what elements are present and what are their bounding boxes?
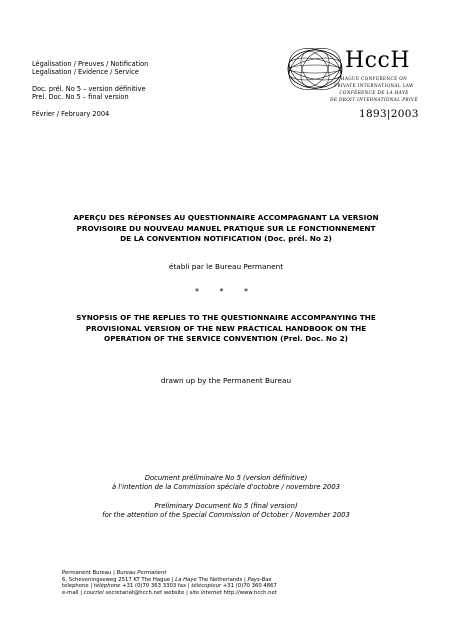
document-date: Février / February 2004 (32, 109, 110, 118)
footer-address: 6, Scheveningseweg 2517 KT The Hague | La Haye The Netherlands | Pays-Bas (62, 576, 272, 583)
english-byline: drawn up by the Permanent Bureau (160, 376, 292, 385)
contact-footer (62, 570, 402, 597)
subject-fr: Légalisation / Preuves / Notification (32, 60, 149, 68)
english-title-line: PROVISIONAL VERSION OF THE NEW PRACTICAL HANDBOOK ON THE (85, 323, 367, 333)
french-document-note (40, 474, 412, 492)
english-note-line: Preliminary Document No 5 (final version) (154, 502, 298, 510)
footer-organisation: Permanent Bureau | Bureau Permanent (62, 570, 167, 576)
french-title-line: APERÇU DES RÉPONSES AU QUESTIONNAIRE ACCOMPAGNANT LA VERSION (73, 213, 379, 222)
french-byline: établi par le Bureau Permanent (168, 262, 284, 271)
footer-phone-fax: telephone | téléphone +31 (0)70 363 3303 fax | télécopieur +31 (0)70 360 4867 (62, 583, 277, 590)
logo-years: 1893|2003 (359, 108, 419, 120)
logo-subtitle-4: DE DROIT INTERNATIONAL PRIVÉ (330, 97, 418, 102)
english-title (40, 313, 412, 345)
french-note-line: à l'intention de la Commission spéciale d'octobre / novembre 2003 (111, 483, 341, 491)
french-title-line: DE LA CONVENTION NOTIFICATION (Doc. prél. No 2) (120, 234, 332, 243)
logo-wordmark: HccH (345, 48, 411, 73)
document-reference-block (32, 60, 252, 118)
english-note-line: for the attention of the Special Commission of October / November 2003 (102, 511, 350, 519)
doc-number-en: Prel. Doc. No 5 – final version (32, 93, 129, 102)
french-title-line: PROVISOIRE DU NOUVEAU MANUEL PRATIQUE SUR LE FONCTIONNEMENT (76, 223, 376, 233)
french-title (40, 213, 412, 245)
subject-en: Legalisation / Evidence / Service (32, 68, 139, 77)
footer-email-website: e-mail | courriel secretariat@hcch.net website | site internet http://www.hcch.net (62, 590, 277, 597)
english-document-note (40, 502, 412, 520)
french-note-line: Document préliminaire No 5 (version définitive) (144, 474, 308, 482)
logo-subtitle-3: CONFÉRENCE DE LA HAYE (339, 90, 409, 95)
english-title-line: OPERATION OF THE SERVICE CONVENTION (Prel. Doc. No 2) (104, 334, 348, 343)
english-title-line: SYNOPSIS OF THE REPLIES TO THE QUESTIONNAIRE ACCOMPANYING THE (76, 313, 376, 322)
hcch-logo (285, 46, 430, 122)
section-separator: * * * (194, 287, 258, 296)
doc-number-fr: Doc. prél. No 5 – version définitive (32, 84, 146, 93)
logo-subtitle-2: PRIVATE INTERNATIONAL LAW (334, 83, 414, 88)
logo-subtitle-1: HAGUE CONFERENCE ON (340, 76, 408, 81)
